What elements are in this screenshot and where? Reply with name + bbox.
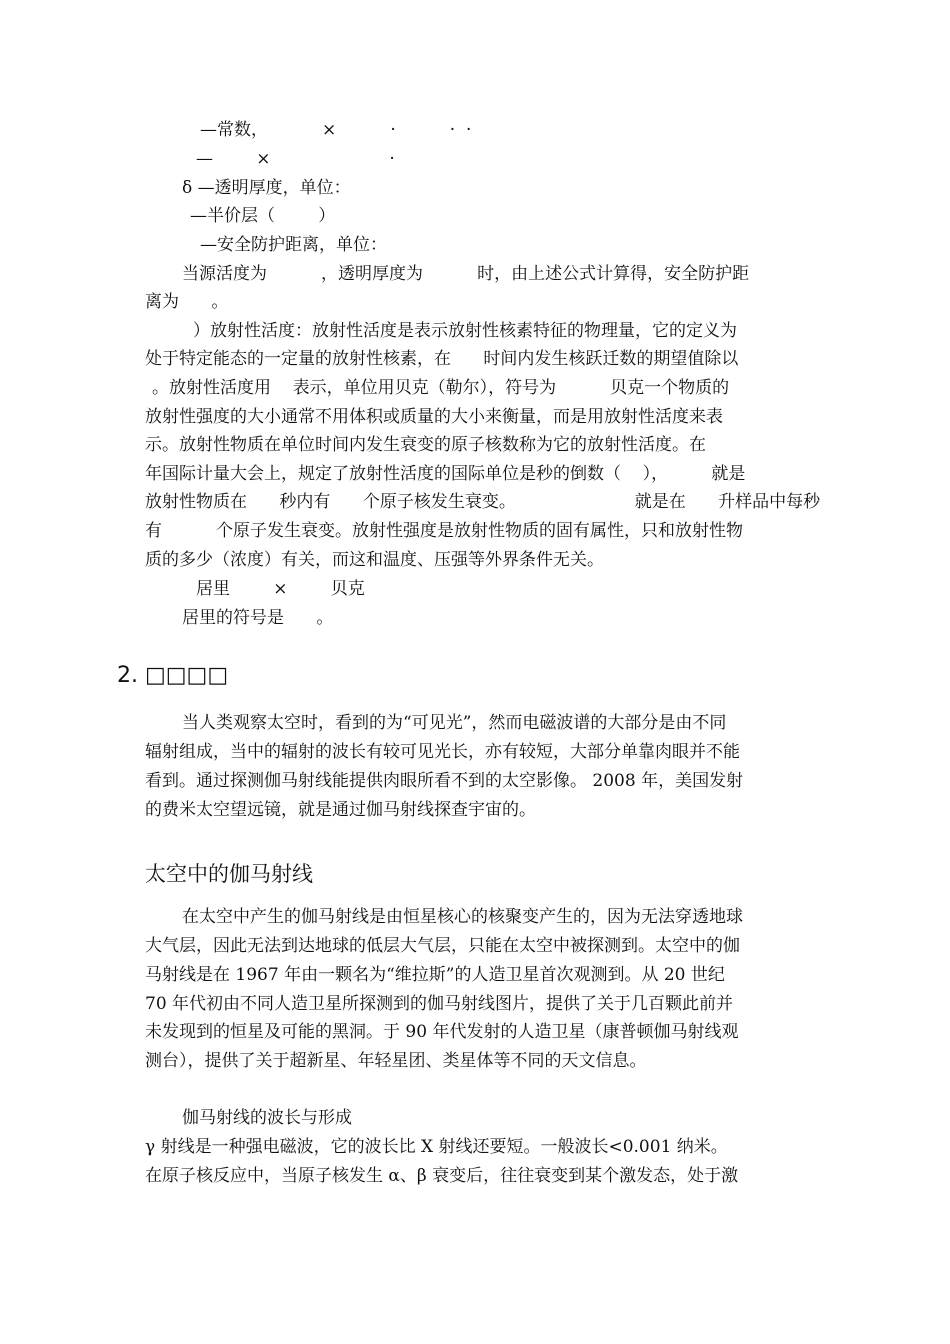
text-line: 看到。通过探测伽马射线能提供肉眼所看不到的太空影像。 2008 年，美国发射 [145, 771, 744, 791]
text-line: 在太空中产生的伽马射线是由恒星核心的核聚变产生的，因为无法穿透地球 [182, 907, 743, 927]
text-line: 放射性强度的大小通常不用体积或质量的大小来衡量，而是用放射性活度来表 [145, 407, 723, 427]
text-line: 70 年代初由不同人造卫星所探测到的伽马射线图片，提供了关于几百颗此前并 [145, 994, 734, 1014]
text-line: 年国际计量大会上，规定了放射性活度的国际单位是秒的倒数（ ）， 就是 [145, 464, 746, 484]
text-line: 示。放射性物质在单位时间内发生衰变的原子核数称为它的放射性活度。在 [145, 435, 706, 455]
text-line: γ 射线是一种强电磁波，它的波长比 X 射线还要短。一般波长<0.001 纳米。 [145, 1137, 728, 1157]
text-line: 未发现到的恒星及可能的黑洞。于 90 年代发射的人造卫星（康普顿伽马射线观 [145, 1022, 739, 1042]
section-heading: 2. □□□□ [117, 663, 229, 688]
text-line: 测台），提供了关于超新星、年轻星团、类星体等不同的天文信息。 [145, 1051, 647, 1071]
text-line: 在原子核反应中，当原子核发生 α、β 衰变后，往往衰变到某个激发态，处于激 [145, 1166, 739, 1186]
text-line: δ —透明厚度，单位： [182, 178, 351, 198]
text-line: 放射性物质在 秒内有 个原子核发生衰变。 就是在 升样品中每秒 [145, 492, 821, 512]
text-line: 大气层，因此无法到达地球的低层大气层，只能在太空中被探测到。太空中的伽 [145, 936, 740, 956]
text-line: —半价层（ ） [190, 206, 336, 226]
text-line: 当人类观察太空时，看到的为“可见光”，然而电磁波谱的大部分是由不同 [182, 713, 727, 733]
text-line: 马射线是在 1967 年由一颗名为“维拉斯”的人造卫星首次观测到。从 20 世纪 [145, 965, 725, 985]
text-line: 质的多少（浓度）有关，而这和温度、压强等外界条件无关。 [145, 550, 604, 570]
text-line: 居里的符号是 。 [182, 608, 334, 628]
subsection-heading: 太空中的伽马射线 [145, 862, 313, 886]
text-line: ）放射性活度：放射性活度是表示放射性核素特征的物理量，它的定义为 [193, 321, 737, 341]
text-line: 居里 × 贝克 [196, 579, 365, 599]
text-line: —安全防护距离，单位： [200, 235, 387, 255]
wavelength-heading: 伽马射线的波长与形成 [182, 1108, 352, 1128]
text-line: — × · [196, 149, 395, 169]
text-line: —常数， × · · · [200, 120, 472, 140]
text-line: 的费米太空望远镜，就是通过伽马射线探查宇宙的。 [145, 800, 536, 820]
text-line: 离为 。 [145, 292, 229, 312]
text-line: 辐射组成，当中的辐射的波长有较可见光长，亦有较短，大部分单靠肉眼并不能 [145, 742, 740, 762]
text-line: 。放射性活度用 表示，单位用贝克（勒尔），符号为 贝克一个物质的 [152, 378, 730, 398]
text-line: 处于特定能态的一定量的放射性核素，在 时间内发生核跃迁数的期望值除以 [145, 349, 739, 369]
text-line: 有 个原子发生衰变。放射性强度是放射性物质的固有属性，只和放射性物 [145, 521, 744, 541]
text-line: 当源活度为 ，透明厚度为 时，由上述公式计算得，安全防护距 [182, 264, 750, 284]
